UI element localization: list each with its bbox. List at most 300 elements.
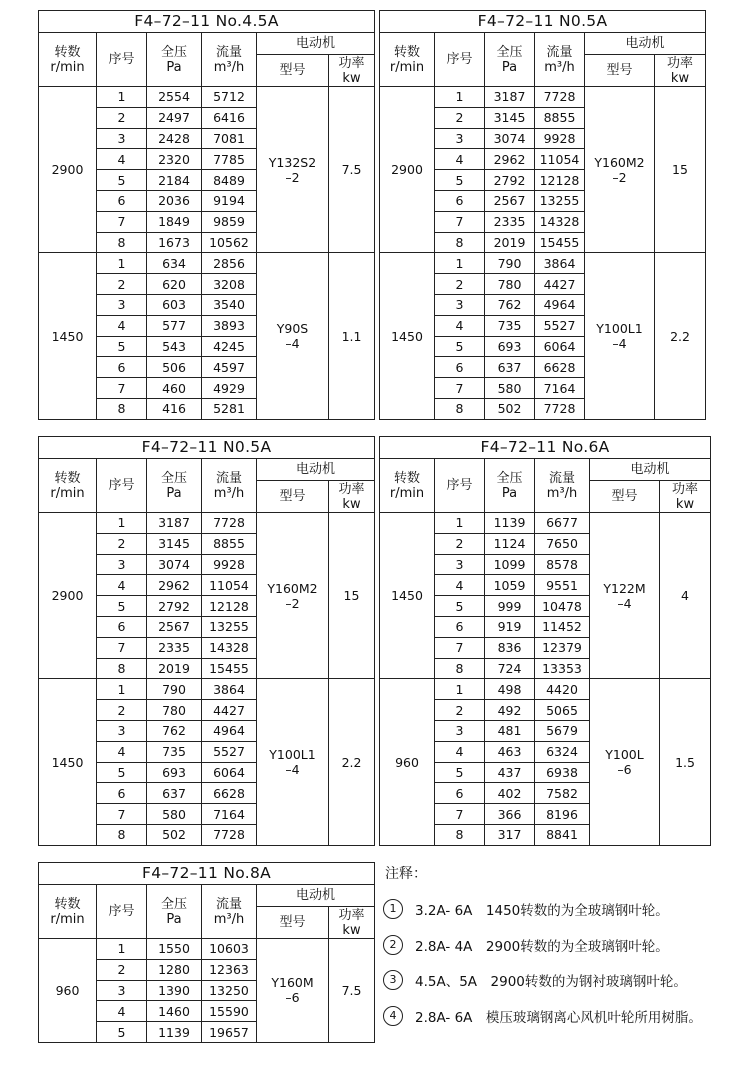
power-header-line: 功率	[672, 481, 699, 497]
speed-cell: 2900	[39, 87, 97, 253]
seq-cell: 1	[435, 513, 485, 534]
table-title: F4–72–11 No.8A	[39, 863, 375, 885]
flow-cell: 14328	[202, 637, 257, 658]
flow-cell: 6324	[535, 741, 590, 762]
flow-cell: 14328	[535, 211, 585, 232]
pressure-cell: 735	[147, 741, 202, 762]
table-row	[39, 679, 375, 700]
pressure-cell: 2792	[485, 170, 535, 191]
table-title: F4–72–11 No.4.5A	[39, 11, 375, 33]
motor-header: 电动机	[257, 459, 375, 481]
pressure-cell: 999	[485, 596, 535, 617]
motor-model-cell-line: –4	[612, 336, 627, 352]
motor-model-cell-line: –4	[285, 762, 300, 778]
flow-cell: 10603	[202, 939, 257, 960]
model-header: 型号	[590, 481, 660, 513]
header-row	[39, 885, 375, 907]
seq-cell: 2	[97, 959, 147, 980]
seq-cell: 4	[435, 741, 485, 762]
title-row	[380, 11, 706, 33]
seq-cell: 1	[97, 513, 147, 534]
flow-header	[535, 459, 590, 513]
flow-cell: 7728	[202, 824, 257, 845]
pressure-cell: 1550	[147, 939, 202, 960]
flow-cell: 11452	[535, 616, 590, 637]
power-header	[660, 481, 711, 513]
seq-cell: 2	[97, 700, 147, 721]
table-row	[380, 87, 706, 108]
flow-header-line: 流量	[215, 44, 242, 60]
table-title: F4–72–11 N0.5A	[380, 11, 706, 33]
pressure-header-line: 全压	[160, 896, 187, 912]
seq-header: 序号	[97, 33, 147, 87]
pressure-cell: 836	[485, 637, 535, 658]
pressure-cell: 790	[485, 253, 535, 274]
seq-cell: 6	[97, 357, 147, 378]
seq-cell: 3	[97, 294, 147, 315]
note-text: 2.8A- 6A 模压玻璃钢离心风机叶轮所用树脂。	[415, 1009, 702, 1026]
motor-power-cell: 15	[655, 87, 706, 253]
motor-model-cell	[585, 87, 655, 253]
circled-number-icon: 3	[383, 970, 403, 990]
pressure-cell: 3074	[485, 128, 535, 149]
speed-header-line: r/min	[50, 911, 85, 927]
motor-model-cell-line: Y160M2	[594, 154, 645, 170]
flow-cell: 3540	[202, 294, 257, 315]
flow-cell: 10478	[535, 596, 590, 617]
flow-header-line: 流量	[215, 896, 242, 912]
model-header: 型号	[585, 55, 655, 87]
pressure-cell: 492	[485, 700, 535, 721]
motor-model-cell-line: –4	[285, 336, 300, 352]
motor-model-cell-line: –2	[285, 595, 300, 611]
flow-cell: 9194	[202, 190, 257, 211]
flow-cell: 6938	[535, 762, 590, 783]
pressure-cell: 637	[147, 783, 202, 804]
flow-cell: 9859	[202, 211, 257, 232]
flow-cell: 7650	[535, 533, 590, 554]
motor-header: 电动机	[590, 459, 711, 481]
pressure-cell: 1124	[485, 533, 535, 554]
seq-header: 序号	[435, 459, 485, 513]
seq-cell: 8	[435, 398, 485, 419]
motor-model-cell-line: –2	[285, 169, 300, 185]
speed-cell: 2900	[39, 513, 97, 679]
seq-cell: 3	[97, 554, 147, 575]
header-row	[380, 33, 706, 55]
seq-cell: 8	[435, 824, 485, 845]
speed-cell: 1450	[39, 253, 97, 419]
flow-cell: 8855	[202, 533, 257, 554]
table-row	[39, 253, 375, 274]
pressure-cell: 637	[485, 357, 535, 378]
fan-table-no4-5a	[38, 10, 375, 420]
flow-cell: 15455	[535, 232, 585, 253]
pressure-cell: 2962	[485, 149, 535, 170]
seq-cell: 5	[435, 336, 485, 357]
speed-header-line: r/min	[389, 59, 425, 75]
table-row	[380, 513, 711, 534]
flow-cell: 7164	[535, 378, 585, 399]
pressure-cell: 780	[485, 274, 535, 295]
speed-header-line: 转数	[393, 44, 420, 60]
seq-cell: 2	[97, 274, 147, 295]
pressure-header	[147, 459, 202, 513]
motor-model-cell-line: –4	[617, 595, 632, 611]
flow-cell: 13255	[202, 616, 257, 637]
seq-cell: 8	[435, 658, 485, 679]
flow-cell: 5712	[202, 87, 257, 108]
seq-cell: 3	[97, 128, 147, 149]
power-header-line: 功率	[338, 907, 365, 923]
flow-cell: 8196	[535, 804, 590, 825]
title-row	[39, 863, 375, 885]
header-row	[39, 33, 375, 55]
power-header-line: 功率	[338, 481, 365, 497]
flow-cell: 7728	[202, 513, 257, 534]
seq-cell: 8	[97, 658, 147, 679]
speed-cell: 1450	[380, 513, 435, 679]
motor-power-cell: 2.2	[329, 679, 375, 845]
note-text: 3.2A- 6A 1450转数的为全玻璃钢叶轮。	[415, 903, 669, 919]
seq-cell: 7	[97, 804, 147, 825]
power-header-line: 功率	[338, 55, 365, 71]
seq-cell: 3	[435, 720, 485, 741]
motor-model-cell	[590, 679, 660, 845]
pressure-cell: 502	[485, 398, 535, 419]
flow-cell: 9928	[535, 128, 585, 149]
seq-cell: 4	[97, 1001, 147, 1022]
pressure-cell: 580	[485, 378, 535, 399]
flow-cell: 13250	[202, 980, 257, 1001]
power-header-line: kw	[342, 70, 361, 86]
flow-cell: 3208	[202, 274, 257, 295]
flow-header-line: 流量	[548, 470, 575, 486]
table-row	[380, 253, 706, 274]
pressure-cell: 317	[485, 824, 535, 845]
speed-cell: 960	[39, 939, 97, 1043]
seq-cell: 7	[97, 637, 147, 658]
pressure-header	[147, 33, 202, 87]
fan-table-no5a-bottom	[38, 436, 375, 846]
motor-model-cell-line: –2	[612, 169, 627, 185]
seq-cell: 2	[435, 700, 485, 721]
pressure-cell: 735	[485, 315, 535, 336]
flow-header-line: m³/h	[213, 911, 245, 927]
flow-cell: 4427	[535, 274, 585, 295]
fan-table-no6a	[379, 436, 711, 846]
seq-cell: 2	[435, 107, 485, 128]
circled-number-icon: 4	[383, 1006, 403, 1026]
pressure-cell: 3187	[147, 513, 202, 534]
notes-section	[383, 863, 749, 1040]
power-header-line: kw	[675, 496, 695, 512]
pressure-header-line: Pa	[166, 485, 182, 501]
power-header	[655, 55, 706, 87]
pressure-cell: 1059	[485, 575, 535, 596]
seq-cell: 1	[97, 253, 147, 274]
pressure-header-line: Pa	[501, 59, 518, 75]
seq-cell: 2	[97, 533, 147, 554]
notes-title: 注释：	[385, 866, 427, 882]
flow-cell: 6064	[535, 336, 585, 357]
seq-cell: 4	[435, 149, 485, 170]
pressure-cell: 620	[147, 274, 202, 295]
pressure-cell: 2335	[147, 637, 202, 658]
pressure-cell: 502	[147, 824, 202, 845]
motor-power-cell: 7.5	[329, 939, 375, 1043]
flow-header-line: m³/h	[544, 59, 575, 75]
seq-cell: 3	[435, 294, 485, 315]
note-item	[383, 898, 749, 920]
seq-header: 序号	[97, 885, 147, 939]
speed-cell: 1450	[39, 679, 97, 845]
seq-cell: 5	[97, 596, 147, 617]
pressure-cell: 498	[485, 679, 535, 700]
pressure-cell: 366	[485, 804, 535, 825]
title-row	[39, 437, 375, 459]
flow-cell: 6628	[535, 357, 585, 378]
speed-header-line: r/min	[50, 59, 85, 75]
seq-cell: 5	[435, 170, 485, 191]
flow-cell: 19657	[202, 1022, 257, 1043]
motor-model-cell-line: Y100L1	[269, 747, 316, 763]
pressure-cell: 693	[147, 762, 202, 783]
pressure-cell: 2019	[485, 232, 535, 253]
speed-header	[39, 33, 97, 87]
seq-cell: 6	[97, 783, 147, 804]
table-row	[380, 679, 711, 700]
seq-cell: 5	[97, 170, 147, 191]
pressure-cell: 634	[147, 253, 202, 274]
flow-cell: 12128	[535, 170, 585, 191]
motor-model-cell-line: Y100L	[605, 747, 644, 763]
pressure-cell: 481	[485, 720, 535, 741]
pressure-cell: 3145	[147, 533, 202, 554]
pressure-cell: 603	[147, 294, 202, 315]
motor-header: 电动机	[585, 33, 706, 55]
motor-power-cell: 15	[329, 513, 375, 679]
pressure-cell: 1460	[147, 1001, 202, 1022]
pressure-header-line: 全压	[160, 470, 187, 486]
seq-cell: 1	[97, 87, 147, 108]
seq-cell: 1	[97, 679, 147, 700]
table-row	[39, 939, 375, 960]
seq-cell: 8	[435, 232, 485, 253]
note-item	[383, 934, 749, 956]
pressure-cell: 2962	[147, 575, 202, 596]
seq-cell: 4	[97, 149, 147, 170]
flow-cell: 8855	[535, 107, 585, 128]
pressure-cell: 2554	[147, 87, 202, 108]
seq-cell: 5	[97, 762, 147, 783]
pressure-cell: 3074	[147, 554, 202, 575]
motor-model-cell-line: –6	[617, 762, 632, 778]
flow-cell: 2856	[202, 253, 257, 274]
seq-cell: 8	[97, 398, 147, 419]
pressure-cell: 1280	[147, 959, 202, 980]
note-text: 2.8A- 4A 2900转数的为全玻璃钢叶轮。	[415, 938, 669, 955]
speed-cell: 960	[380, 679, 435, 845]
title-row	[380, 437, 711, 459]
seq-cell: 3	[97, 980, 147, 1001]
seq-cell: 7	[435, 637, 485, 658]
motor-model-cell-line: Y160M2	[267, 580, 318, 596]
flow-cell: 7728	[535, 398, 585, 419]
flow-header	[535, 33, 585, 87]
flow-cell: 6064	[202, 762, 257, 783]
pressure-cell: 1849	[147, 211, 202, 232]
motor-model-cell	[257, 679, 329, 845]
flow-cell: 4597	[202, 357, 257, 378]
pressure-cell: 1139	[147, 1022, 202, 1043]
pressure-cell: 762	[485, 294, 535, 315]
motor-power-cell: 1.5	[660, 679, 711, 845]
seq-cell: 7	[97, 211, 147, 232]
motor-model-cell	[257, 939, 329, 1043]
table-title: F4–72–11 No.6A	[380, 437, 711, 459]
motor-power-cell: 7.5	[329, 87, 375, 253]
pressure-cell: 2036	[147, 190, 202, 211]
pressure-header	[147, 885, 202, 939]
seq-cell: 8	[97, 824, 147, 845]
flow-cell: 7164	[202, 804, 257, 825]
pressure-cell: 1673	[147, 232, 202, 253]
seq-cell: 7	[435, 804, 485, 825]
flow-cell: 3864	[202, 679, 257, 700]
flow-cell: 5527	[535, 315, 585, 336]
pressure-cell: 693	[485, 336, 535, 357]
model-header: 型号	[257, 907, 329, 939]
flow-header	[202, 33, 257, 87]
seq-cell: 4	[435, 575, 485, 596]
flow-cell: 4929	[202, 378, 257, 399]
model-header: 型号	[257, 55, 329, 87]
motor-power-cell: 4	[660, 513, 711, 679]
seq-cell: 5	[435, 762, 485, 783]
flow-cell: 5527	[202, 741, 257, 762]
seq-cell: 3	[435, 554, 485, 575]
seq-cell: 8	[97, 232, 147, 253]
seq-cell: 6	[435, 190, 485, 211]
seq-cell: 1	[435, 679, 485, 700]
speed-header-line: 转数	[54, 896, 81, 912]
title-row	[39, 11, 375, 33]
flow-cell: 8841	[535, 824, 590, 845]
speed-cell: 2900	[380, 87, 435, 253]
flow-cell: 5065	[535, 700, 590, 721]
motor-model-cell	[585, 253, 655, 419]
pressure-header-line: 全压	[160, 44, 187, 60]
seq-cell: 4	[97, 315, 147, 336]
seq-cell: 6	[435, 357, 485, 378]
pressure-cell: 2567	[485, 190, 535, 211]
pressure-cell: 762	[147, 720, 202, 741]
table-title: F4–72–11 N0.5A	[39, 437, 375, 459]
power-header	[329, 55, 375, 87]
flow-header-line: 流量	[215, 470, 242, 486]
pressure-cell: 724	[485, 658, 535, 679]
flow-cell: 3864	[535, 253, 585, 274]
pressure-cell: 1139	[485, 513, 535, 534]
seq-cell: 6	[435, 616, 485, 637]
flow-cell: 15590	[202, 1001, 257, 1022]
pressure-cell: 543	[147, 336, 202, 357]
speed-header-line: r/min	[50, 485, 85, 501]
pressure-cell: 2335	[485, 211, 535, 232]
flow-cell: 10562	[202, 232, 257, 253]
pressure-cell: 919	[485, 616, 535, 637]
table-row	[39, 513, 375, 534]
flow-header	[202, 459, 257, 513]
motor-model-cell	[257, 513, 329, 679]
motor-model-cell-line: Y90S	[276, 321, 309, 337]
flow-header-line: m³/h	[213, 485, 245, 501]
pressure-cell: 3145	[485, 107, 535, 128]
seq-cell: 2	[435, 533, 485, 554]
seq-cell: 5	[97, 1022, 147, 1043]
table-row	[39, 87, 375, 108]
motor-model-cell-line: –6	[285, 990, 300, 1006]
seq-cell: 6	[435, 783, 485, 804]
power-header	[329, 907, 375, 939]
flow-cell: 3893	[202, 315, 257, 336]
flow-cell: 11054	[202, 575, 257, 596]
speed-header	[39, 885, 97, 939]
seq-cell: 2	[97, 107, 147, 128]
motor-model-cell-line: Y160M	[271, 975, 314, 991]
flow-cell: 8489	[202, 170, 257, 191]
seq-cell: 3	[435, 128, 485, 149]
note-item	[383, 969, 749, 991]
flow-cell: 12379	[535, 637, 590, 658]
pressure-cell: 416	[147, 398, 202, 419]
speed-header-line: 转数	[54, 470, 81, 486]
pressure-cell: 1390	[147, 980, 202, 1001]
header-row	[39, 459, 375, 481]
power-header-line: kw	[670, 70, 690, 86]
motor-header: 电动机	[257, 885, 375, 907]
flow-cell: 9551	[535, 575, 590, 596]
flow-cell: 13353	[535, 658, 590, 679]
pressure-header-line: Pa	[166, 911, 182, 927]
pressure-header	[485, 33, 535, 87]
pressure-header-line: Pa	[501, 485, 518, 501]
flow-cell: 13255	[535, 190, 585, 211]
motor-header: 电动机	[257, 33, 375, 55]
note-text: 4.5A、5A 2900转数的为钢衬玻璃钢叶轮。	[415, 974, 687, 990]
motor-model-cell	[257, 87, 329, 253]
flow-cell: 4964	[535, 294, 585, 315]
seq-header: 序号	[97, 459, 147, 513]
flow-cell: 9928	[202, 554, 257, 575]
flow-cell: 6416	[202, 107, 257, 128]
fan-table-no8a	[38, 862, 375, 1043]
flow-cell: 4427	[202, 700, 257, 721]
pressure-cell: 2428	[147, 128, 202, 149]
flow-cell: 12363	[202, 959, 257, 980]
flow-header	[202, 885, 257, 939]
pressure-cell: 463	[485, 741, 535, 762]
pressure-header-line: Pa	[166, 59, 182, 75]
pressure-header	[485, 459, 535, 513]
header-row	[380, 459, 711, 481]
pressure-cell: 402	[485, 783, 535, 804]
seq-cell: 2	[435, 274, 485, 295]
flow-cell: 7785	[202, 149, 257, 170]
pressure-cell: 2184	[147, 170, 202, 191]
seq-cell: 7	[435, 378, 485, 399]
